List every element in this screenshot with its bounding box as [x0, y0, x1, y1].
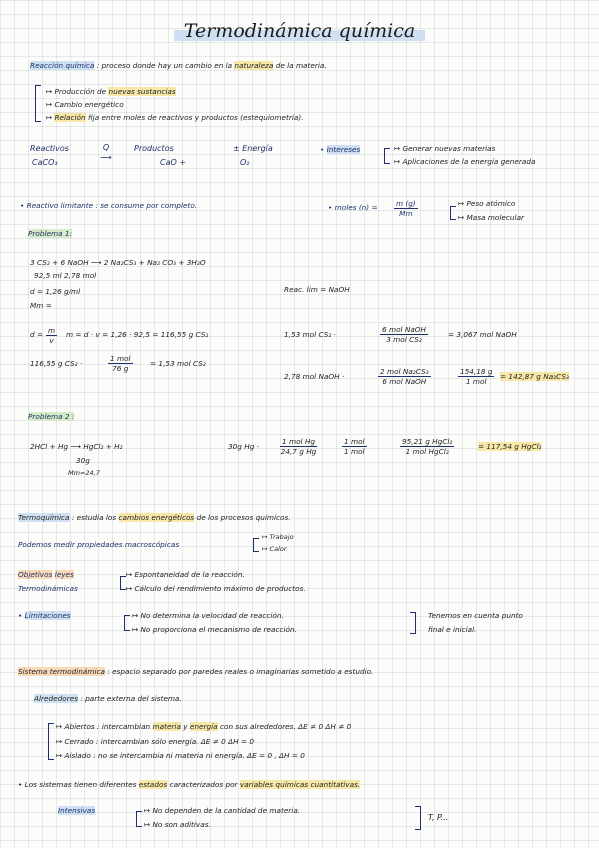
- objetivo-1: ↦ Espontaneidad de la reacción.: [126, 570, 245, 579]
- reac-lim: Reac. lim = NaOH: [284, 285, 350, 294]
- calc-mass: m = d · v = 1,26 · 92,5 = 116,55 g CS₂: [66, 330, 209, 339]
- reactivo-limitante: • Reactivo limitante : se consume por completo.: [20, 201, 198, 210]
- trabajo: ↦ Trabajo: [262, 533, 294, 541]
- bracket: [136, 811, 142, 827]
- limitaciones-label: • Limitaciones: [18, 611, 71, 620]
- r2-fraction-1: 2 mol Na₂CS₃ 6 mol NaOH: [380, 367, 429, 387]
- reactivos-formula: CaCO₃: [32, 158, 58, 167]
- sistema-aislado: ↦ Aislado : no se intercambia ni materia ni energía. ΔE = 0 , ΔH = 0: [56, 751, 305, 760]
- p2-result: = 117,54 g HgCl₂: [478, 442, 542, 451]
- termodinamicas-label: Termodinámicas: [18, 584, 78, 593]
- equation-1: 3 CS₂ + 6 NaOH ⟶ 2 Na₂CS₃ + Na₂ CO₃ + 3H₂O: [30, 258, 206, 267]
- tenemos-2: final e inicial.: [428, 625, 477, 634]
- limitacion-2: ↦ No proporciona el mecanismo de reacción.: [132, 625, 297, 634]
- intensivas-label: Intensivas: [58, 806, 96, 815]
- problema-2: Problema 2 :: [28, 412, 75, 421]
- reaccion-bullet-2: ↦ Cambio energético: [46, 100, 124, 109]
- bracket: [450, 206, 456, 220]
- p2-fraction-2: 1 mol 1 mol: [344, 437, 365, 457]
- calc-d-fraction: $\frac{m}{v}$: [48, 326, 56, 346]
- intensiva-1: ↦ No dependen de la cantidad de materia.: [144, 806, 301, 815]
- t-p: T, P...: [428, 813, 449, 822]
- limitacion-1: ↦ No determina la velocidad de reacción.: [132, 611, 284, 620]
- bracket: [35, 85, 41, 122]
- bracket: [124, 615, 130, 631]
- moles-fraction: $\frac{m (g)}{Mm}$: [396, 199, 416, 219]
- r2-result: = 142,87 g Na₂CS₃: [500, 372, 569, 381]
- objetivos-label: Objetivos leyes: [18, 570, 74, 579]
- masa-molecular: ↦ Masa molecular: [458, 213, 525, 222]
- termoquimica-definition: Termoquímica : estudia los cambios energéticos de los procesos químicos.: [18, 513, 291, 522]
- bracket: [384, 148, 390, 164]
- bracket-right: [410, 612, 416, 634]
- reaccion-bullet-3: ↦ Relación fija entre moles de reactivos y productos (estequiometría).: [46, 113, 304, 122]
- peso-atomico: ↦ Peso atómico: [458, 199, 516, 208]
- bracket-right: [415, 806, 421, 830]
- sistema-cerrado: ↦ Cerrado : intercambian sólo energía. ΔE ≠ 0 ΔH = 0: [56, 737, 255, 746]
- reaccion-definition: Reacción química : proceso donde hay un cambio en la naturaleza de la materia.: [30, 61, 327, 70]
- sistemas-estados: • Los sistemas tienen diferentes estados caracterizados por variables químicas cuantitativas.: [18, 780, 361, 789]
- r1-pre: 1,53 mol CS₂ ·: [284, 330, 336, 339]
- problema-1: Problema 1:: [28, 229, 73, 238]
- podemos-medir: Podemos medir propiedades macroscópicas: [18, 540, 180, 549]
- equation-2: 2HCl + Hg ⟶ HgCl₂ + H₂: [30, 442, 123, 451]
- p1-mm: Mm =: [30, 301, 52, 310]
- energia-label: ± Energía: [233, 144, 273, 153]
- r2-fraction-2: 154,18 g 1 mol: [460, 367, 493, 387]
- interes-2: ↦ Aplicaciones de la energía generada: [394, 157, 536, 166]
- productos-label: Productos: [134, 144, 174, 153]
- bracket: [48, 723, 54, 760]
- calc-grams-result: = 1,53 mol CS₂: [150, 359, 206, 368]
- sistema-abierto: ↦ Abiertos : intercambian materia y energía con sus alrededores. ΔE ≠ 0 ΔH ≠ 0: [56, 722, 352, 731]
- productos-formula: CaO +: [160, 158, 187, 167]
- p2-30g: 30g: [76, 456, 90, 465]
- objetivo-2: ↦ Cálculo del rendimiento máximo de productos.: [126, 584, 306, 593]
- tenemos-1: Tenemos en cuenta punto: [428, 611, 523, 620]
- calc-grams-fraction: 1 mol 76 g: [110, 354, 131, 374]
- sistema-definition: Sistema termodinámica : espacio separado por paredes reales o imaginarias sometido a estudio.: [18, 667, 374, 676]
- p1-density: d = 1,26 g/ml: [30, 287, 81, 296]
- reactivos-label: Reactivos: [30, 144, 69, 153]
- bracket: [253, 538, 259, 552]
- p2-fraction-3: 95,21 g HgCl₂ 1 mol HgCl₂: [402, 437, 453, 457]
- r1-fraction: 6 mol NaOH 3 mol CS₂: [382, 325, 427, 345]
- p2-pre: 30g Hg ·: [228, 442, 259, 451]
- page-title: Termodinámica química: [0, 20, 599, 42]
- moles-label: • moles (n) =: [328, 203, 378, 212]
- intereses-label: • Intereses: [320, 145, 361, 154]
- intensiva-2: ↦ No son aditivas.: [144, 820, 211, 829]
- p2-fraction-1: 1 mol Hg 24,7 g Hg: [280, 437, 317, 457]
- r2-pre: 2,78 mol NaOH ·: [284, 372, 345, 381]
- arrow-q: Q ⟶: [100, 143, 112, 162]
- calor: ↦ Calor: [262, 545, 287, 553]
- energia-formula: O₂: [240, 158, 250, 167]
- interes-1: ↦ Generar nuevas materias: [394, 144, 496, 153]
- calc-grams-pre: 116,55 g CS₂ ·: [30, 359, 83, 368]
- calc-d-label: d =: [30, 330, 44, 339]
- p1-values: 92,5 ml 2,78 mol: [34, 271, 97, 280]
- p2-mm: Mm=24,7: [68, 469, 100, 477]
- r1-result: = 3,067 mol NaOH: [448, 330, 517, 339]
- alrededores: Alrededores : parte externa del sistema.: [34, 694, 182, 703]
- reaccion-bullet-1: ↦ Producción de nuevas sustancias: [46, 87, 176, 96]
